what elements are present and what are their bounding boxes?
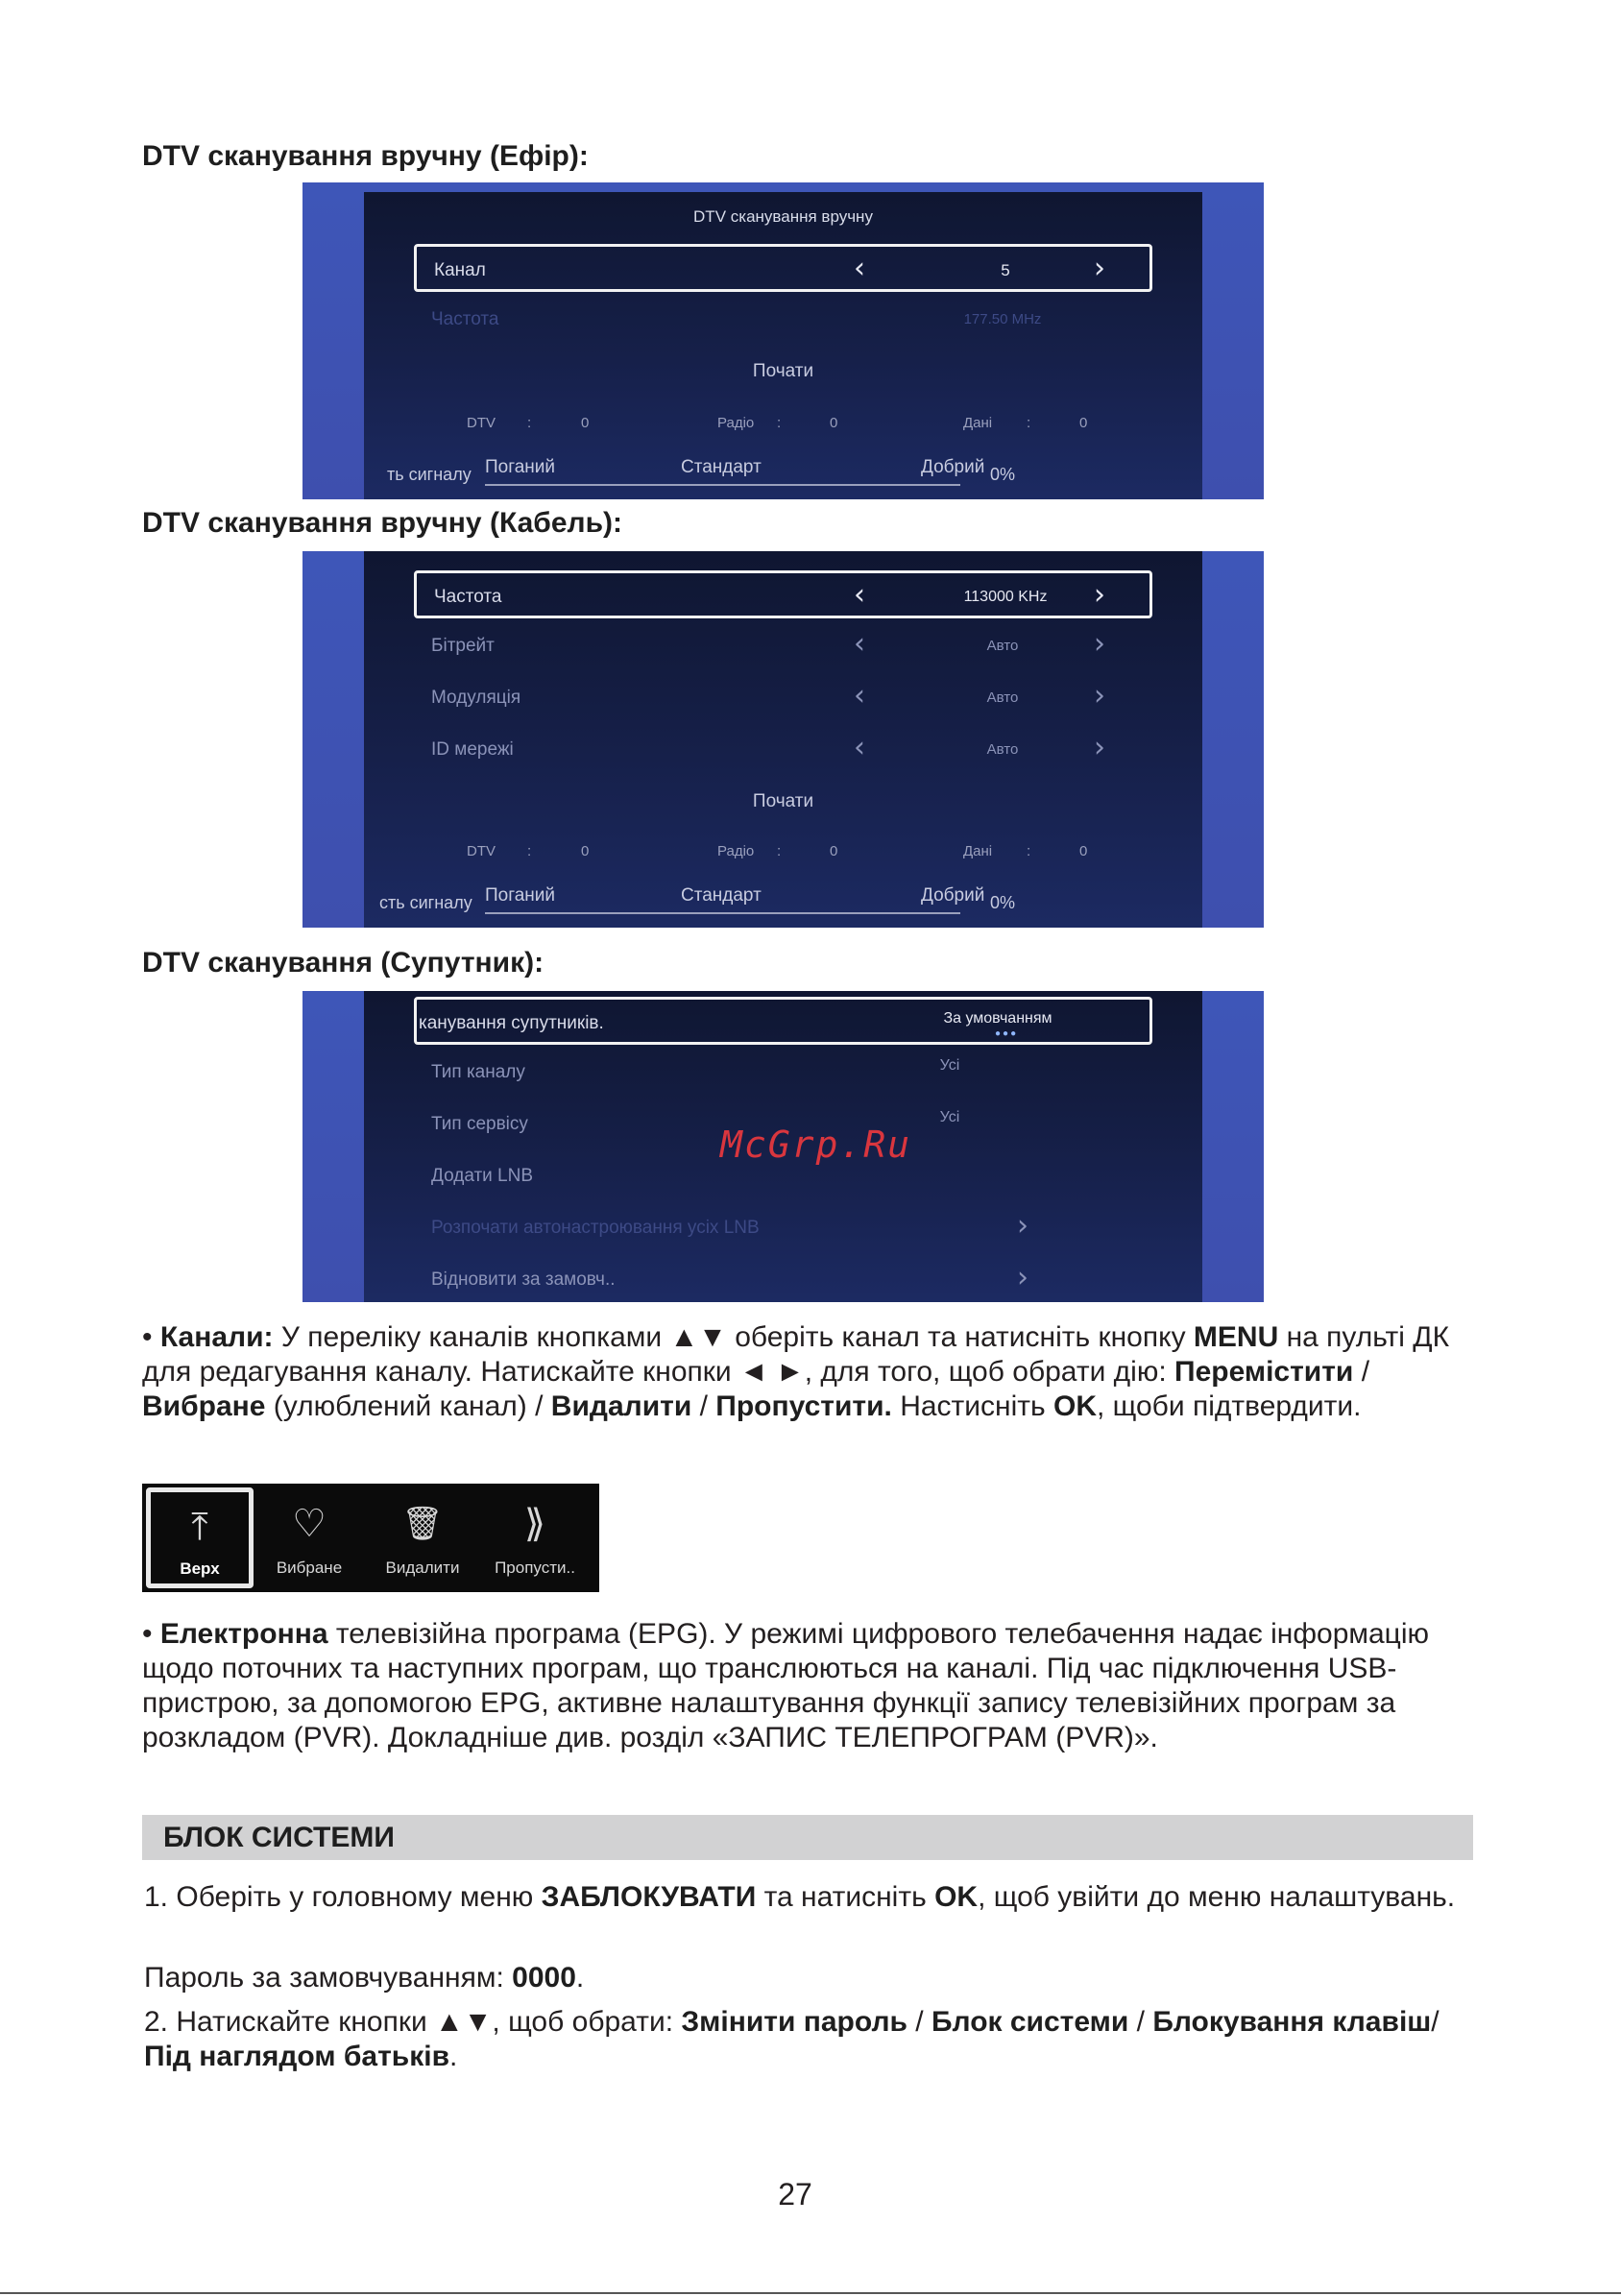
row-frequency — [364, 296, 1202, 344]
arrow-up-to-line-icon: ⤒ — [191, 1505, 208, 1549]
chevron-right-icon[interactable]: › — [1017, 1261, 1028, 1294]
text: та натисніть — [756, 1881, 935, 1913]
step-2 — [144, 2005, 1488, 2074]
toolbar-label: Верх — [180, 1559, 220, 1578]
section-header-bar — [142, 1815, 1473, 1860]
screen-title: DTV сканування вручну — [693, 207, 873, 226]
toolbar-favorite[interactable] — [255, 1484, 363, 1592]
row-label: Додати LNB — [431, 1166, 534, 1186]
signal-good: Добрий — [921, 457, 985, 477]
stat-dtv-label: DTV — [467, 415, 496, 431]
toolbar-label: Пропусти.. — [495, 1559, 575, 1577]
signal-standard: Стандарт — [681, 457, 762, 477]
row-label: канування супутників. — [419, 1013, 604, 1033]
screen-dtv-manual-air — [302, 182, 1264, 499]
stat-data-label: Дані — [963, 843, 993, 859]
stat-sep: : — [777, 415, 782, 431]
stat-dtv-value: 0 — [581, 415, 590, 431]
row-value: Усі — [939, 1109, 960, 1125]
signal-good: Добрий — [921, 885, 985, 906]
row-label: Канал — [434, 260, 486, 280]
bold-text: Змінити пароль — [681, 2006, 907, 2038]
row-label: Розпочати автонастроювання усіх LNB — [431, 1218, 760, 1238]
bold-text: Перемістити — [1174, 1356, 1354, 1388]
row-label: Частота — [434, 587, 502, 607]
stat-sep: : — [527, 843, 532, 859]
stat-radio-value: 0 — [830, 843, 838, 859]
toolbar-move-top[interactable] — [146, 1487, 254, 1588]
chevron-right-icon[interactable]: › — [1094, 578, 1105, 612]
row-network-id[interactable] — [364, 726, 1202, 774]
text: телевізійна програма (EPG). У режимі цифрового телебачення надає інформацію щодо поточних та наступних програм, що транслюються на каналі. Під час підключення USB-пристрою, за допомогою EPG, активне налаштування функції запису телевізійних програм за розкладом (PVR). Докладніше див. розділ «ЗАПИС ТЕЛЕПРОГРАМ (PVR)». — [142, 1618, 1430, 1753]
stat-radio-label: Радіо — [717, 843, 755, 859]
heading-cable: DTV сканування вручну (Кабель): — [142, 507, 622, 539]
section-title: БЛОК СИСТЕМИ — [163, 1822, 395, 1853]
text: / — [907, 2006, 931, 2038]
row-satellite-scan[interactable] — [414, 997, 1152, 1045]
heart-icon: ♡ — [292, 1502, 327, 1546]
signal-bar — [485, 484, 960, 486]
text: , щоб увійти до меню налаштувань. — [978, 1881, 1456, 1913]
signal-bar — [485, 912, 960, 914]
stat-radio-label: Радіо — [717, 415, 755, 431]
chevron-left-icon[interactable]: ‹ — [854, 627, 865, 661]
text: . — [575, 1962, 585, 1994]
row-value: Усі — [939, 1057, 960, 1074]
text: 1. Оберіть у головному меню — [144, 1881, 542, 1913]
row-label: Бітрейт — [431, 636, 495, 656]
chevron-left-icon[interactable]: ‹ — [854, 578, 865, 612]
row-frequency[interactable] — [414, 570, 1152, 618]
chevron-left-icon[interactable]: ‹ — [854, 252, 865, 285]
signal-percent: 0% — [990, 465, 1016, 484]
chevron-right-icon[interactable]: › — [1094, 731, 1105, 764]
bold-text: Під наглядом батьків — [144, 2041, 450, 2072]
chevron-right-icon[interactable]: › — [1094, 627, 1105, 661]
row-label: Тип каналу — [431, 1062, 525, 1082]
row-modulation[interactable] — [364, 674, 1202, 722]
row-value: 113000 KHz — [963, 589, 1048, 605]
trash-icon: 🗑 — [401, 1505, 444, 1543]
bold-text: Видалити — [550, 1390, 692, 1422]
stat-sep: : — [1027, 843, 1031, 859]
stat-data-value: 0 — [1079, 843, 1088, 859]
skip-icon: ⟫ — [523, 1502, 546, 1546]
stat-dtv-label: DTV — [467, 843, 496, 859]
stat-sep: : — [777, 843, 782, 859]
toolbar-label: Видалити — [385, 1559, 460, 1577]
chevron-right-icon[interactable]: › — [1094, 252, 1105, 285]
page-number: 27 — [778, 2177, 812, 2211]
bold-text: Вибране — [142, 1390, 266, 1422]
epg-paragraph — [142, 1617, 1487, 1755]
heading-efir: DTV сканування вручну (Ефір): — [142, 140, 589, 172]
row-value: Авто — [986, 741, 1019, 758]
toolbar-skip[interactable] — [482, 1484, 588, 1592]
channels-paragraph — [142, 1320, 1487, 1424]
bullet: • — [142, 1321, 153, 1353]
row-value: 5 — [1001, 261, 1010, 279]
step-1 — [144, 1880, 1488, 1915]
bold-text: ЗАБЛОКУВАТИ — [541, 1881, 757, 1913]
text: на пульті ДК для редагування каналу. Натискайте кнопки ◄ ►, для того, щоб обрати дію: — [142, 1321, 1450, 1388]
text: / — [1353, 1356, 1370, 1388]
row-channel[interactable] — [414, 244, 1152, 292]
row-label: Відновити за замовч.. — [431, 1269, 616, 1290]
row-value: 177.50 MHz — [963, 311, 1042, 327]
row-value: Авто — [986, 638, 1019, 654]
watermark: McGrp.Ru — [720, 1124, 912, 1166]
heading-satellite: DTV сканування (Супутник): — [142, 947, 544, 979]
channel-edit-toolbar — [142, 1484, 599, 1592]
row-label: Тип сервісу — [431, 1114, 528, 1134]
row-label: ID мережі — [431, 739, 514, 760]
row-value: Авто — [986, 689, 1019, 706]
text: , щоби підтвердити. — [1096, 1390, 1362, 1422]
stat-data-label: Дані — [963, 415, 993, 431]
bold-text: 0000 — [512, 1962, 576, 1994]
signal-bad: Поганий — [485, 885, 556, 906]
text: / — [1431, 2006, 1440, 2038]
chevron-right-icon[interactable]: › — [1094, 679, 1105, 713]
bullet: • — [142, 1618, 153, 1650]
default-password — [144, 1961, 1488, 1995]
start-button[interactable]: Почати — [752, 361, 814, 381]
text: Пароль за замовчуванням: — [144, 1962, 513, 1994]
signal-label: сть сигналу — [379, 893, 472, 912]
stat-data-value: 0 — [1079, 415, 1088, 431]
row-restore-defaults[interactable] — [364, 1256, 1202, 1302]
signal-standard: Стандарт — [681, 885, 762, 906]
text: / — [1128, 2006, 1153, 2038]
chevron-right-icon[interactable]: › — [1017, 1209, 1028, 1243]
text: 2. Натискайте кнопки ▲▼, щоб обрати: — [144, 2006, 682, 2038]
chevron-left-icon[interactable]: ‹ — [854, 731, 865, 764]
row-label: Модуляція — [431, 688, 521, 708]
bold-text: Пропустити. — [715, 1390, 892, 1422]
row-channel-type[interactable] — [364, 1049, 1202, 1097]
loading-dots-icon: ●●● — [995, 1028, 1019, 1039]
text: / — [691, 1390, 716, 1422]
signal-bad: Поганий — [485, 457, 556, 477]
start-button[interactable]: Почати — [752, 791, 814, 811]
signal-label: ть сигналу — [387, 465, 472, 484]
text: . — [449, 2041, 458, 2072]
bold-text: Блокування клавіш — [1152, 2006, 1432, 2038]
bottom-rule — [0, 2292, 1621, 2294]
toolbar-delete[interactable] — [369, 1484, 476, 1592]
text: У переліку каналів кнопками ▲▼ оберіть канал та натисніть кнопку — [273, 1321, 1194, 1353]
signal-percent: 0% — [990, 893, 1016, 912]
bold-text: Канали: — [159, 1321, 274, 1353]
row-auto-tune-lnb[interactable] — [364, 1204, 1202, 1252]
row-value: За умовчанням — [943, 1010, 1052, 1027]
bold-text: MENU — [1193, 1321, 1279, 1353]
stat-radio-value: 0 — [830, 415, 838, 431]
chevron-left-icon[interactable]: ‹ — [854, 679, 865, 713]
screen-dtv-manual-cable — [302, 551, 1264, 928]
toolbar-label: Вибране — [276, 1559, 343, 1577]
bold-text: Блок системи — [931, 2006, 1129, 2038]
text: Настисніть — [891, 1390, 1053, 1422]
row-label: Частота — [431, 309, 499, 329]
stat-dtv-value: 0 — [581, 843, 590, 859]
stat-sep: : — [527, 415, 532, 431]
text: (улюблений канал) / — [265, 1390, 551, 1422]
bold-text: Електронна — [159, 1618, 328, 1650]
stat-sep: : — [1027, 415, 1031, 431]
bold-text: OK — [934, 1881, 979, 1913]
row-bitrate[interactable] — [364, 622, 1202, 670]
bold-text: OK — [1052, 1390, 1097, 1422]
